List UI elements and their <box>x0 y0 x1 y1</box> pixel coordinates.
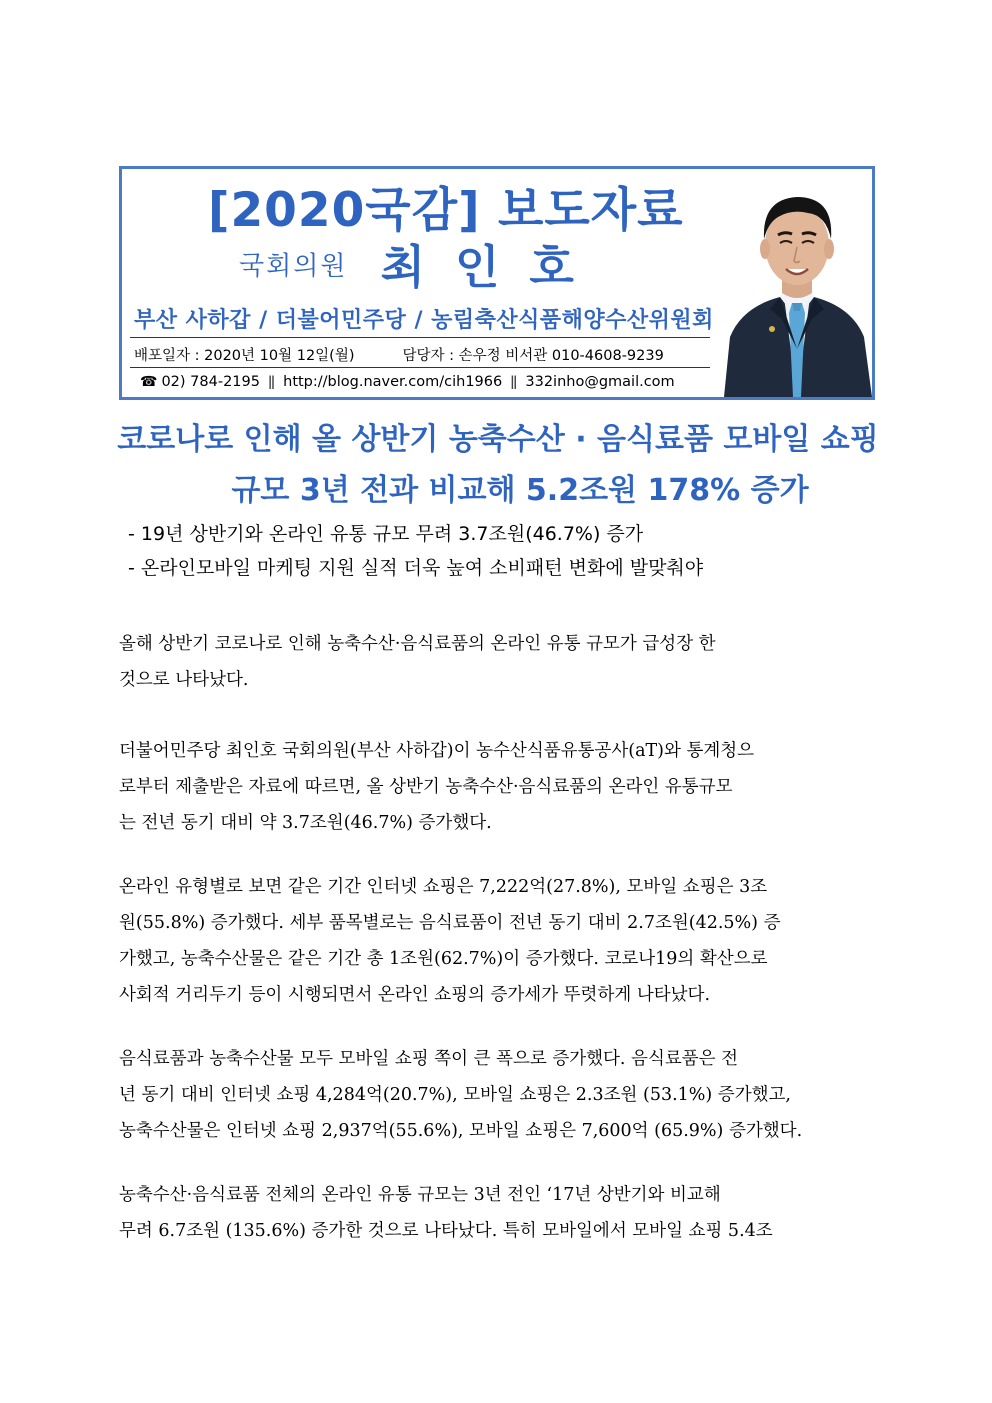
paragraph-line: 로부터 제출받은 자료에 따르면, 올 상반기 농축수산·음식료품의 온라인 유통규모 <box>119 777 733 797</box>
release-info <box>134 344 664 365</box>
divider <box>130 337 710 338</box>
paragraph-line: 더불어민주당 최인호 국회의원(부산 사하갑)이 농수산식품유통공사(aT)와 통계청으 <box>119 741 755 761</box>
body-paragraph-4 <box>119 1041 873 1149</box>
body-paragraph-1 <box>119 626 873 698</box>
phone-number: 02) 784-2195 <box>161 374 260 390</box>
paragraph-line: 가했고, 농축수산물은 같은 기간 총 1조원(62.7%)이 증가했다. 코로나19의 확산으로 <box>119 949 768 969</box>
sub-headline-list <box>128 517 703 585</box>
paragraph-line: 농축수산·음식료품 전체의 온라인 유통 규모는 3년 전인 ‘17년 상반기와 비교해 <box>119 1185 721 1205</box>
paragraph-line: 원(55.8%) 증가했다. 세부 품목별로는 음식료품이 전년 동기 대비 2.7조원(42.5%) 증 <box>119 913 781 933</box>
manager-contact: 담당자 : 손우정 비서관 010-4608-9239 <box>402 348 664 364</box>
paragraph-line: 는 전년 동기 대비 약 3.7조원(46.7%) 증가했다. <box>119 813 492 833</box>
contact-row <box>140 374 675 390</box>
paragraph-line: 농축수산물은 인터넷 쇼핑 2,937억(55.6%), 모바일 쇼핑은 7,600억 (65.9%) 증가했다. <box>119 1121 803 1141</box>
separator: ǁ <box>267 374 276 390</box>
headline-line-2: 규모 3년 전과 비교해 5.2조원 178% 증가 <box>231 473 809 508</box>
separator: ǁ <box>510 374 518 390</box>
report-title: [2020국감] 보도자료 <box>208 183 684 238</box>
blog-link[interactable]: http://blog.naver.com/cih1966 <box>283 374 503 390</box>
press-release-header <box>119 166 875 400</box>
member-name: 최인호 <box>380 240 604 294</box>
paragraph-line: 무려 6.7조원 (135.6%) 증가한 것으로 나타났다. 특히 모바일에서 모바일 쇼핑 5.4조 <box>119 1221 773 1241</box>
divider <box>130 367 710 368</box>
sub-headline-item: - 19년 상반기와 온라인 유통 규모 무려 3.7조원(46.7%) 증가 <box>128 523 644 545</box>
sub-headline-item: - 온라인모바일 마케팅 지원 실적 더욱 높여 소비패턴 변화에 발맞춰야 <box>128 557 704 579</box>
phone-icon: ☎ <box>140 374 158 390</box>
body-paragraph-5 <box>119 1177 873 1249</box>
body-paragraph-2 <box>119 733 873 841</box>
body-paragraph-3 <box>119 869 873 1013</box>
email-link[interactable]: 332inho@gmail.com <box>525 374 675 390</box>
headline-line-1: 코로나로 인해 올 상반기 농축수산 · 음식료품 모바일 쇼핑 <box>117 422 879 457</box>
paragraph-line: 온라인 유형별로 보면 같은 기간 인터넷 쇼핑은 7,222억(27.8%), 모바일 쇼핑은 3조 <box>119 877 768 897</box>
member-row <box>239 231 604 297</box>
member-portrait <box>722 169 872 397</box>
paragraph-line: 사회적 거리두기 등이 시행되면서 온라인 쇼핑의 증가세가 뚜렷하게 나타났다. <box>119 985 711 1005</box>
paragraph-line: 음식료품과 농축수산물 모두 모바일 쇼핑 쪽이 큰 폭으로 증가했다. 음식료품은 전 <box>119 1049 739 1069</box>
paragraph-line: 년 동기 대비 인터넷 쇼핑 4,284억(20.7%), 모바일 쇼핑은 2.3조원 (53.1%) 증가했고, <box>119 1085 791 1105</box>
paragraph-line: 올해 상반기 코로나로 인해 농축수산·음식료품의 온라인 유통 규모가 급성장 한 <box>119 634 716 654</box>
member-label: 국회의원 <box>239 251 348 282</box>
affiliation: 부산 사하갑 / 더불어민주당 / 농림축산식품해양수산위원회 <box>134 308 714 333</box>
paragraph-line: 것으로 나타났다. <box>119 670 249 690</box>
release-date: 배포일자 : 2020년 10월 12일(월) <box>134 348 355 364</box>
